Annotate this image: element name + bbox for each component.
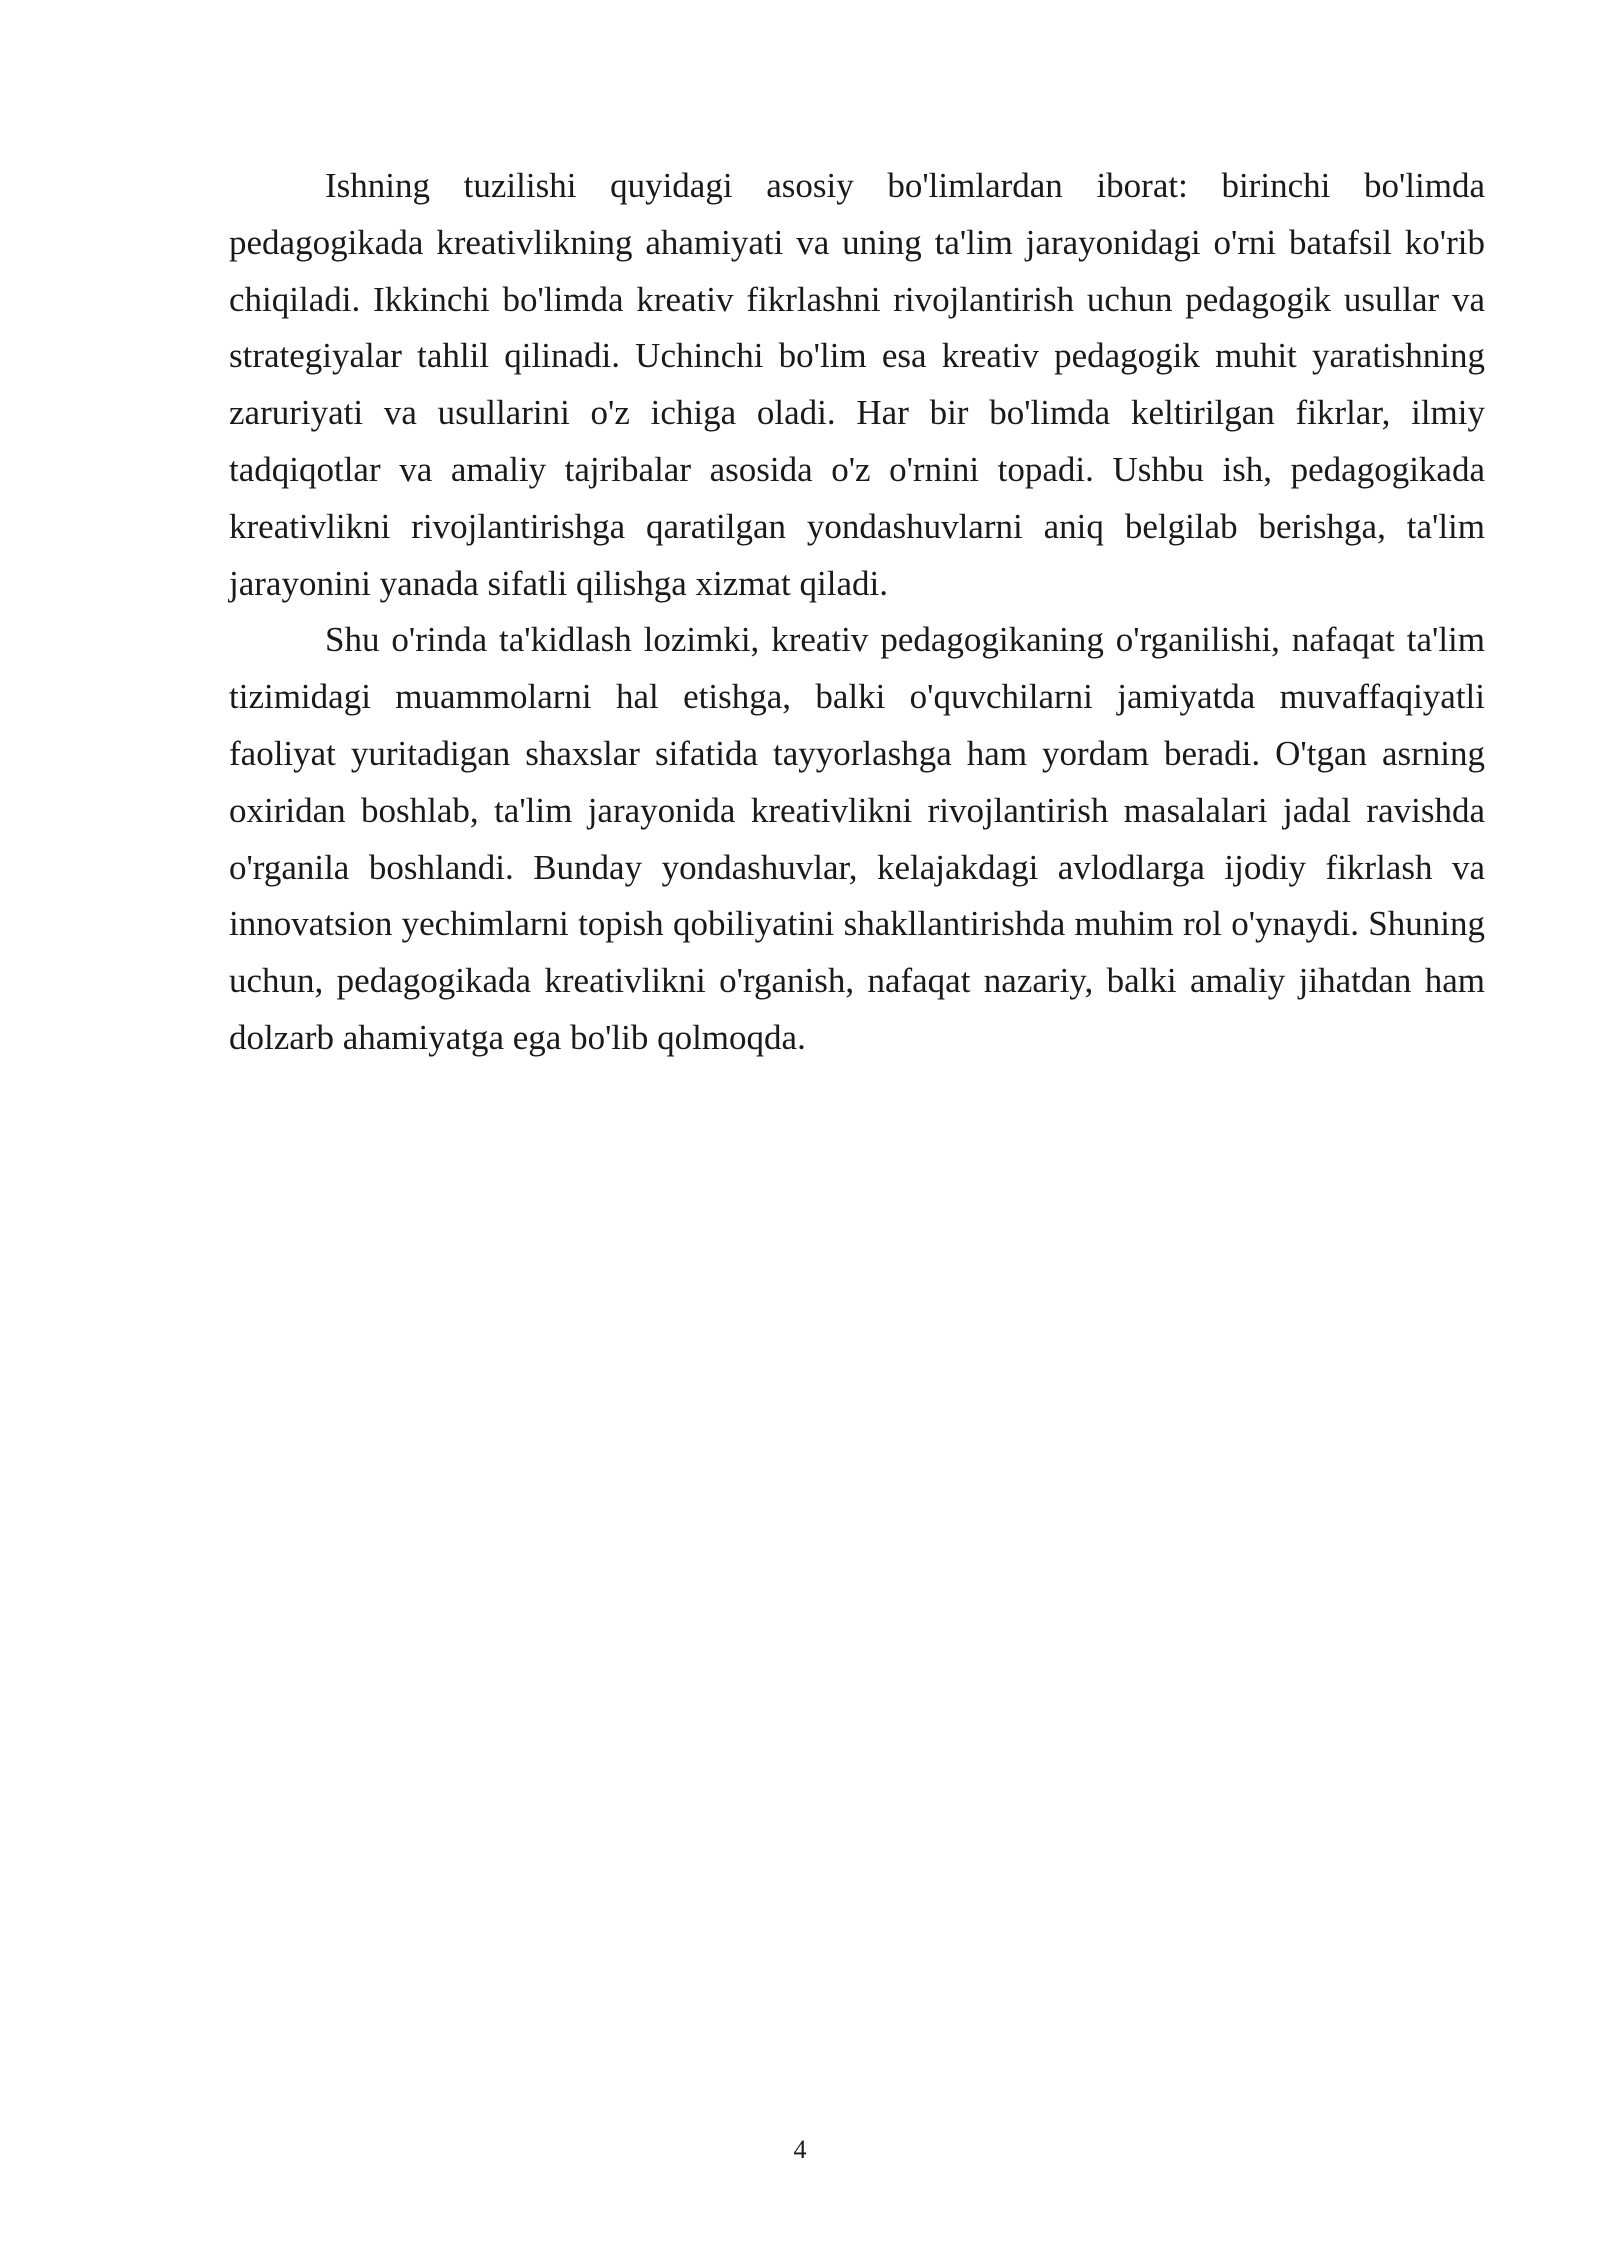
body-text (229, 158, 1485, 1067)
paragraph-creative-pedagogy-importance: Shu o'rinda ta'kidlash lozimki, kreativ pedagogikaning o'rganilishi, nafaqat ta'lim tizimidagi muammolarni hal etishga, balki o'quvchilarni jamiyatda muvaffaqiyatli faoliyat yuritadigan shaxslar sifatida tayyorlashga ham yordam beradi. O'tgan asrning oxiridan boshlab, ta'lim jarayonida kreativlikni rivojlantirish masalalari jadal ravishda o'rganila boshlandi. Bunday yondashuvlar, kelajakdagi avlodlarga ijodiy fikrlash va innovatsion yechimlarni topish qobiliyatini shakllantirishda muhim rol o'ynaydi. Shuning uchun, pedagogikada kreativlikni o'rganish, nafaqat nazariy, balki amaliy jihatdan ham dolzarb ahamiyatga ega bo'lib qolmoqda. (229, 620, 1485, 1057)
paragraph-structure-of-work: Ishning tuzilishi quyidagi asosiy bo'limlardan iborat: birinchi bo'limda pedagogikada kreativlikning ahamiyati va uning ta'lim jarayonidagi o'rni batafsil ko'rib chiqiladi. Ikkinchi bo'limda kreativ fikrlashni rivojlantirish uchun pedagogik usullar va strategiyalar tahlil qilinadi. Uchinchi bo'lim esa kreativ pedagogik muhit yaratishning zaruriyati va usullarini o'z ichiga oladi. Har bir bo'limda keltirilgan fikrlar, ilmiy tadqiqotlar va amaliy tajribalar asosida o'z o'rnini topadi. Ushbu ish, pedagogikada kreativlikni rivojlantirishga qaratilgan yondashuvlarni aniq belgilab berishga, ta'lim jarayonini yanada sifatli qilishga xizmat qiladi. (229, 166, 1485, 603)
page-number: 4 (793, 2135, 807, 2164)
